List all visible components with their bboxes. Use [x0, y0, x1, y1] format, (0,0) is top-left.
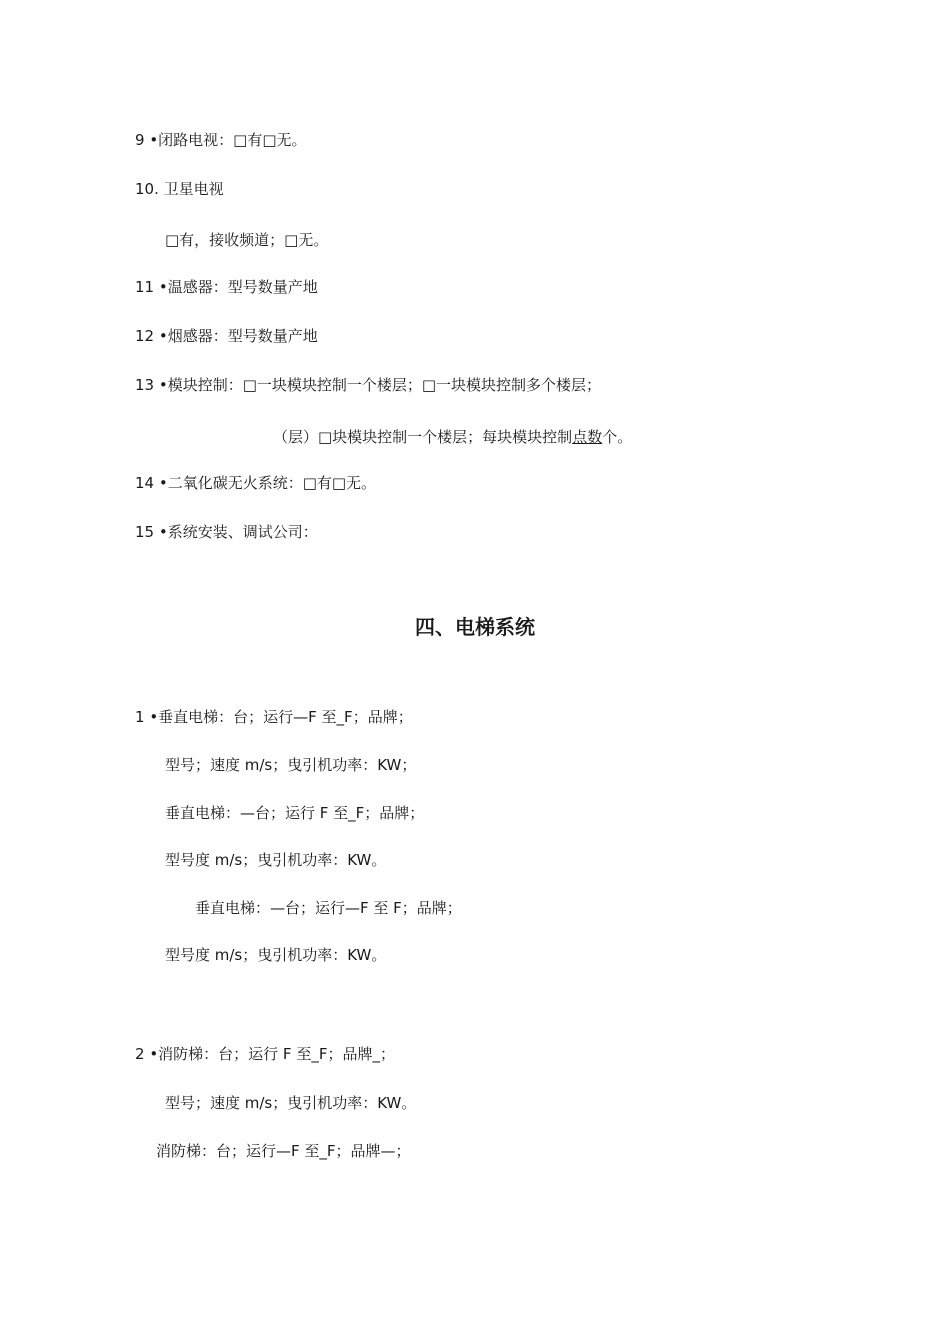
item-number: 1 [135, 708, 145, 726]
item-number: 11 [135, 278, 155, 296]
elevator-line: 消防梯：台；运行—F 至_F；品牌—； [156, 1142, 411, 1160]
item-number: 9 [135, 131, 145, 149]
elevator-line: 垂直电梯：—台；运行—F 至 F；品牌； [195, 899, 462, 917]
item-text: •模块控制：□一块模块控制一个楼层；□一块模块控制多个楼层； [154, 376, 602, 394]
item-text: （层）□块模块控制一个楼层；每块模块控制 [273, 428, 573, 446]
elevator-item-2 [135, 1044, 395, 1064]
item-11 [135, 277, 318, 297]
item-number: 15 [135, 523, 155, 541]
item-text: •烟感器：型号数量产地 [154, 327, 318, 345]
item-text: 个。 [602, 428, 633, 446]
item-9 [135, 130, 307, 150]
item-10-detail [165, 230, 328, 250]
item-text: •系统安装、调试公司： [154, 523, 318, 541]
item-text: •二氧化碳无火系统：□有□无。 [154, 474, 377, 492]
item-text: •温感器：型号数量产地 [154, 278, 318, 296]
item-10 [135, 179, 224, 199]
item-number: 12 [135, 327, 155, 345]
item-text: •闭路电视：□有□无。 [144, 131, 307, 149]
item-14 [135, 473, 376, 493]
item-text: •消防梯：台；运行 F 至_F；品牌_； [144, 1045, 395, 1063]
item-number: 10 [135, 180, 155, 198]
item-number: 13 [135, 376, 155, 394]
item-text: . 卫星电视 [154, 180, 224, 198]
item-12 [135, 326, 318, 346]
item-text: •垂直电梯：台；运行—F 至_F；品牌； [144, 708, 413, 726]
elevator-line: 型号；速度 m/s；曳引机功率：KW； [165, 756, 417, 774]
item-number: 14 [135, 474, 155, 492]
item-13 [135, 375, 601, 395]
section-heading: 四、电梯系统 [415, 615, 535, 639]
elevator-line: 型号；速度 m/s；曳引机功率：KW。 [165, 1094, 417, 1112]
elevator-line: 型号度 m/s；曳引机功率：KW。 [165, 946, 387, 964]
item-text: □有，接收频道；□无。 [165, 231, 329, 249]
item-number: 2 [135, 1045, 145, 1063]
underlined-text: 点数 [572, 428, 603, 446]
item-15 [135, 522, 318, 542]
elevator-line: 型号度 m/s；曳引机功率：KW。 [165, 851, 387, 869]
elevator-item-1 [135, 707, 413, 727]
elevator-line: 垂直电梯：—台；运行 F 至_F；品牌； [165, 804, 425, 822]
item-13-detail [273, 427, 632, 447]
